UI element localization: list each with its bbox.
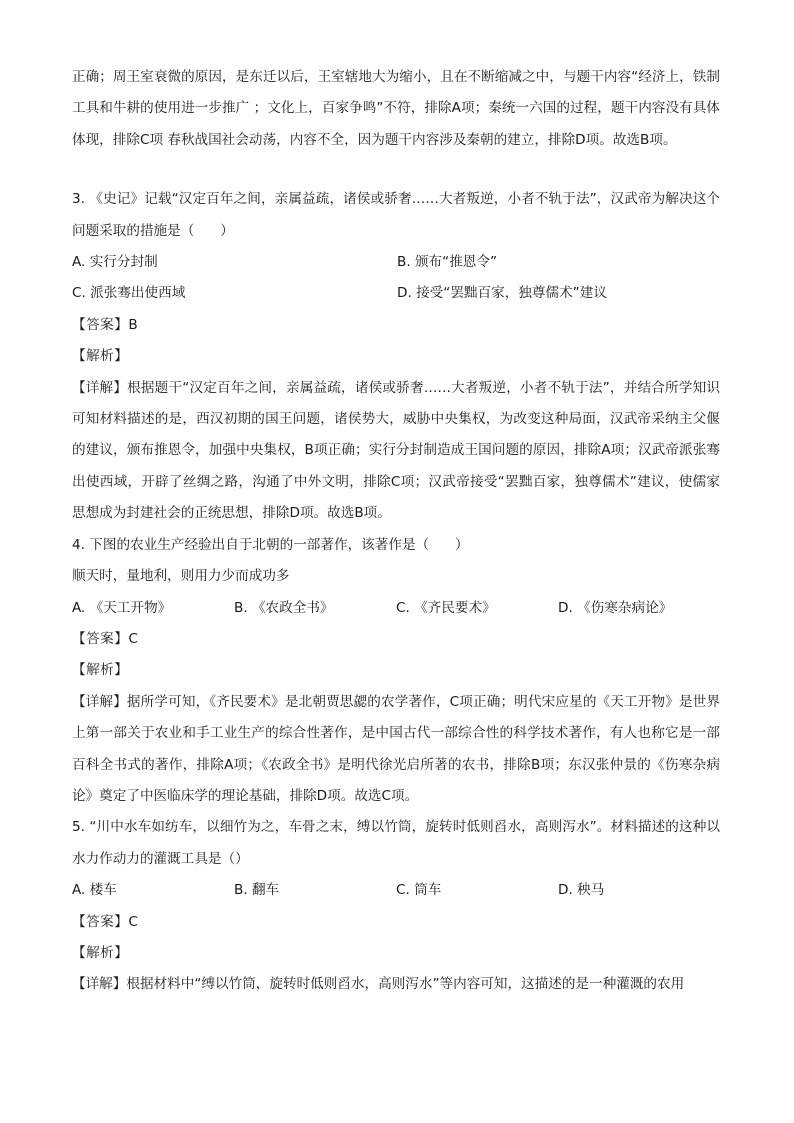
question-4-option-b: B. 《农政全书》 bbox=[234, 599, 334, 616]
document-page bbox=[72, 62, 720, 1001]
question-4 bbox=[72, 530, 720, 813]
question-3-option-b: B. 颁布“推恩令” bbox=[397, 254, 498, 271]
question-3-option-a: A. 实行分封制 bbox=[72, 254, 158, 271]
question-5-option-d: D. 秧马 bbox=[558, 882, 605, 899]
question-3-stem: 3. 《史记》记载“汉定百年之间，亲属益疏，诸侯或骄奢……大者叛逆，小者不轨于法”，汉武帝为解决这个问题采取的措施是（ ） bbox=[72, 191, 720, 239]
question-4-option-d: D. 《伤寒杂病论》 bbox=[558, 599, 673, 616]
question-4-detail: 【详解】据所学可知，《齐民要术》是北朝贾思勰的农学著作，C项正确；明代宋应星的《天工开物》是世界上第一部关于农业和手工业生产的综合性著作，是中国古代一部综合性的科学技术著作，有人也称它是一部百科全书式的著作，排除A项；《农政全书》是明代徐光启所著的农书，排除B项；东汉张仲景的《伤寒杂病论》奠定了中医临床学的理论基础，排除D项。故选C项。 bbox=[72, 693, 720, 804]
question-4-stem: 4. 下图的农业生产经验出自于北朝的一部著作，该著作是（ ） bbox=[72, 536, 469, 553]
question-3-detail: 【详解】根据题干“汉定百年之间，亲属益疏，诸侯或骄奢……大者叛逆，小者不轨于法”，并结合所学知识可知材料描述的是，西汉初期的国王问题，诸侯势大，威胁中央集权，为改变这种局面，汉武帝采纳主父偃的建议，颁布推恩令，加强中央集权，B项正确；实行分封制造成王国问题的原因，排除A项；汉武帝派张骞出使西域，开辟了丝绸之路，沟通了中外文明，排除C项；汉武帝接受“罢黜百家，独尊儒术”建议，使儒家思想成为封建社会的正统思想，排除D项。故选B项。 bbox=[72, 379, 720, 522]
question-3-answer: 【答案】B bbox=[72, 316, 139, 333]
question-3-options bbox=[72, 247, 720, 310]
previous-answer-paragraph: 正确；周王室衰微的原因，是东迁以后，王室辖地大为缩小，且在不断缩减之中，与题干内容“经济上，铁制工具和牛耕的使用进一步推广 ；文化上，百家争鸣”不符，排除A项；秦统一六国的过程，题干内容没有具体体现，排除C项 春秋战国社会动荡，内容不全，因为题干内容涉及秦朝的建立，排除D项。故选B项。 bbox=[72, 69, 720, 148]
question-5-stem: 5. “川中水车如纺车，以细竹为之，车骨之末，缚以竹筒，旋转时低则舀水，高则泻水”。材料描述的这种以水力作动力的灌溉工具是（） bbox=[72, 819, 720, 867]
question-5-option-a: A. 楼车 bbox=[72, 882, 117, 899]
question-5-options bbox=[72, 875, 720, 906]
question-3-analysis-label: 【解析】 bbox=[72, 348, 129, 365]
question-4-answer: 【答案】C bbox=[72, 630, 139, 647]
question-5-detail: 【详解】根据材料中“缚以竹筒，旋转时低则舀水，高则泻水”等内容可知，这描述的是一种灌溉的农用 bbox=[72, 976, 685, 993]
question-4-option-c: C. 《齐民要术》 bbox=[396, 599, 496, 616]
question-5-option-c: C. 筒车 bbox=[396, 882, 442, 899]
question-3 bbox=[72, 184, 720, 529]
question-5-option-b: B. 翻车 bbox=[234, 882, 280, 899]
question-5-answer: 【答案】C bbox=[72, 913, 139, 930]
question-4-option-a: A. 《天工开物》 bbox=[72, 599, 172, 616]
question-5 bbox=[72, 812, 720, 1000]
question-3-option-d: D. 接受“罢黜百家，独尊儒术”建议 bbox=[397, 285, 607, 302]
question-4-options bbox=[72, 593, 720, 624]
section-gap bbox=[72, 156, 720, 184]
question-4-analysis-label: 【解析】 bbox=[72, 662, 129, 679]
question-3-option-c: C. 派张骞出使西域 bbox=[72, 285, 186, 302]
question-4-quote: 顺天时，量地利，则用力少而成功多 bbox=[72, 568, 290, 585]
question-5-analysis-label: 【解析】 bbox=[72, 944, 129, 961]
